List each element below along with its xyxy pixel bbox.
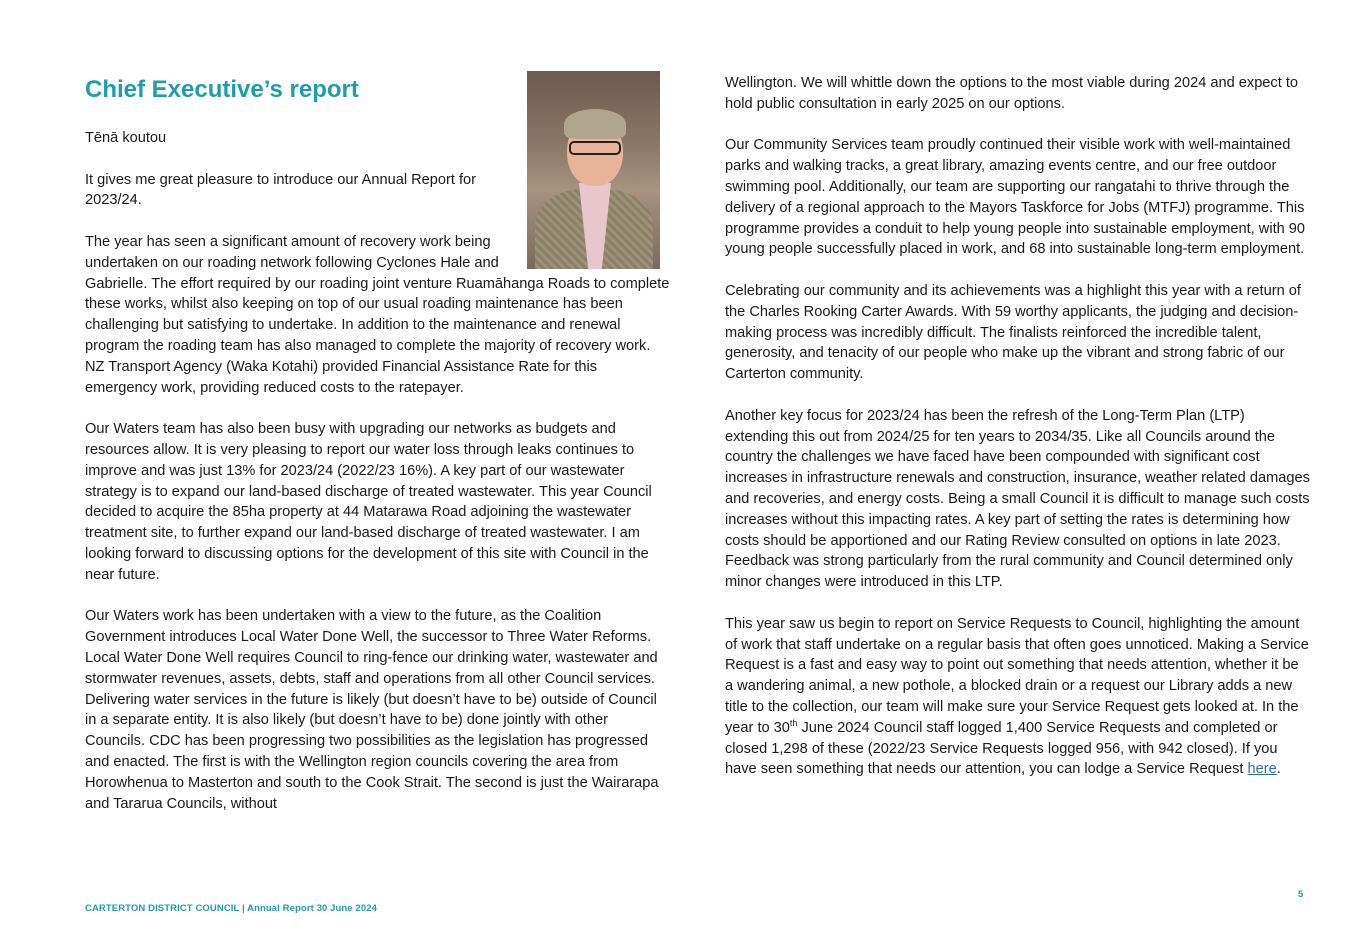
ltp-paragraph: Another key focus for 2023/24 has been the refresh of the Long-Term Plan (LTP) extending this out from 2024/25 for ten years to 2034/35. Like all Councils around the country the challenges we have faced have been compounded with significant cost increases in infrastructure renewals and construction, insurance, weather related damages and recoveries, and energy costs. Being a small Council it is difficult to manage such costs increases without this impacting rates. A key part of setting the rates is determining how costs should be apportioned and our Rating Review consulted on options in late 2023. Feedback was strong particularly from the rural community and Council determined only minor changes were introduced in this LTP. [725,407,1310,591]
chief-executive-photo [527,71,660,269]
footer-text: CARTERTON DISTRICT COUNCIL | Annual Report 30 June 2024 [85,903,377,914]
page-number: 5 [1298,889,1304,900]
service-request-link[interactable]: here [1247,761,1277,778]
service-requests-text: This year saw us begin to report on Service Requests to Council, highlighting the amount of work that staff undertake on a regular basis that often goes unnoticed. Making a Service Request is a fast and easy way to point out something that needs attention, whether it be a wandering animal, a new pothole, a blocked drain or a request our Library adds a new title to the collection, our team will make sure your Service Request gets looked at. In the year to 30 [725,615,1309,736]
left-column [85,128,670,835]
waters-paragraph: Our Waters team has also been busy with upgrading our networks as budgets and resources allow. It is very pleasing to report our water loss through leaks continues to improve and was just 13% for 2023/24 (2022/23 16%). A key part of our wastewater strategy is to expand our land-based discharge of treated wastewater. This year Council decided to acquire the 85ha property at 44 Matarawa Road adjoining the wastewater treatment site, to further expand our land-based discharge of treated wastewater. I am looking forward to discussing options for the development of this site with Council in the near future. [85,421,652,583]
page-title: Chief Executive’s report [85,76,359,103]
right-column [725,73,1310,801]
options-paragraph: Wellington. We will whittle down the options to the most viable during 2024 and expect to hold public consultation in early 2025 on our options. [725,75,1299,112]
water-reform-paragraph: Our Waters work has been undertaken with a view to the future, as the Coalition Government introduces Local Water Done Well, the successor to Three Water Reforms. Local Water Done Well requires Council to ring-fence our drinking water, wastewater and stormwater revenues, assets, debts, staff and operations from all other Council services. Delivering water services in the future is likely (but doesn’t have to be) outside of Council in a separate entity. It is also likely (but doesn’t have to be) done jointly with other Councils. CDC has been progressing two possibilities as the legislation has progressed and enacted. The first is with the Wellington region councils covering the area from Horowhenua to Masterton and south to the Cook Strait. The second is just the Wairarapa and Tararua Councils, without [85,608,659,812]
community-services-paragraph: Our Community Services team proudly continued their visible work with well-maintained parks and walking tracks, a great library, amazing events centre, and our free outdoor swimming pool. Additionally, our team are supporting our rangatahi to thrive through the delivery of a regional approach to the Mayors Taskforce for Jobs (MTFJ) programme. This programme provides a conduit to help young people into sustainable employment, with 90 young people successfully placed in work, and 68 into sustainable long-term employment. [725,137,1306,258]
photo-glasses [569,141,621,155]
greeting: Tēnā koutou [85,130,167,146]
service-requests-period: . [1276,761,1281,778]
intro-paragraph: It gives me great pleasure to introduce our Annual Report for 2023/24. [85,171,477,209]
awards-paragraph: Celebrating our community and its achievements was a highlight this year with a return of the Charles Rooking Carter Awards. With 59 worthy applicants, the judging and decision-making process was incredibly difficult. The finalists reinforced the incredible talent, generosity, and tenacity of our people who make up the vibrant and strong fabric of our Carterton community. [725,282,1301,383]
photo-hair [564,109,626,139]
ordinal-suffix: th [789,717,798,728]
service-requests-paragraph [725,614,1310,780]
roading-paragraph: The year has seen a significant amount of recovery work being undertaken on our roading network following Cyclones Hale and Gabrielle. The effort required by our roading joint venture Ruamāhanga Roads to complete these works, whilst also keeping on top of our usual roading maintenance has been challenging but satisfying to undertake. In addition to the maintenance and renewal program the roading team has also managed to complete the majority of recovery work. NZ Transport Agency (Waka Kotahi) provided Financial Assistance Rate for this emergency work, providing reduced costs to the ratepayer. [85,233,670,396]
service-requests-text-continued: June 2024 Council staff logged 1,400 Service Requests and completed or closed 1,298 of these (2022/23 Service Requests logged 956, with 942 closed). If you have seen something that needs our attention, you can lodge a Service Request [725,719,1278,778]
